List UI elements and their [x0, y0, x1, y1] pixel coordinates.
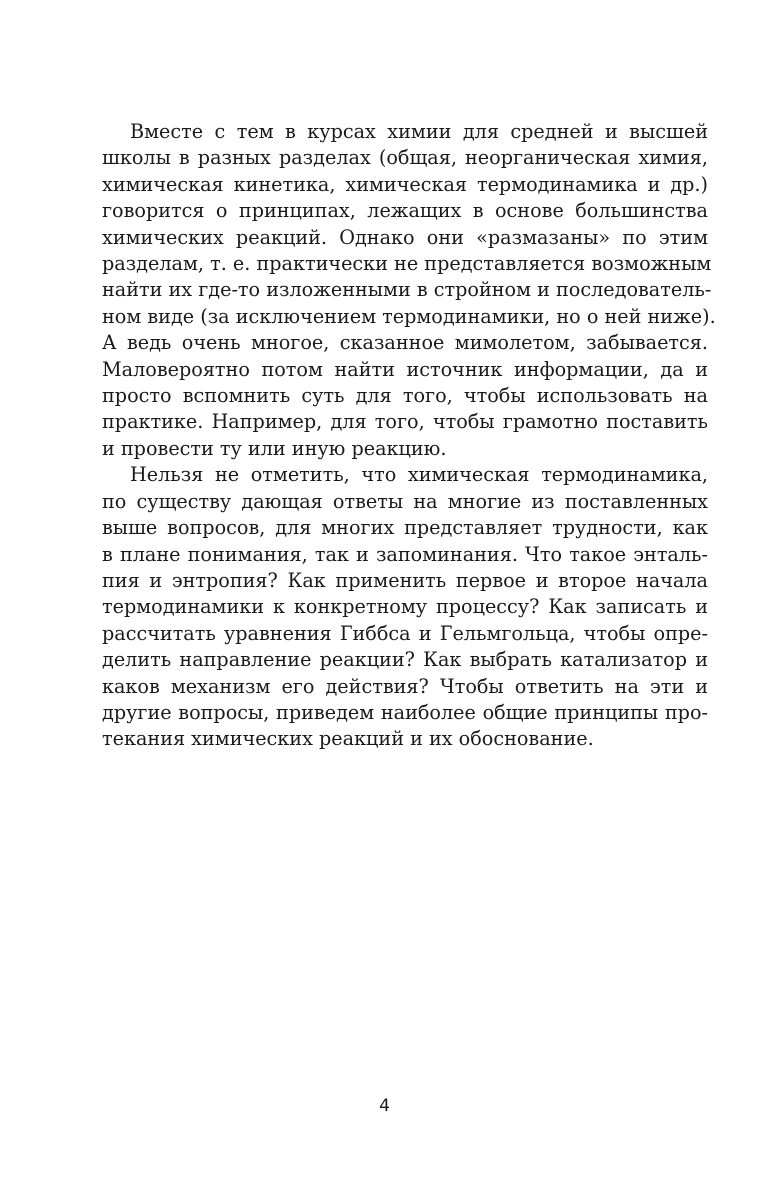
- text-line: термодинамики к конкретному процессу? Как записать и: [102, 595, 708, 619]
- text-line: разделам, т. е. практически не представляется возможным: [102, 252, 712, 276]
- text-line: каков механизм его действия? Чтобы ответить на эти и: [102, 674, 708, 698]
- text-line: говорится о принципах, лежащих в основе большинства: [102, 199, 708, 223]
- page-number: 4: [379, 1096, 390, 1116]
- text-line: найти их где-то изложенными в стройном и последователь-: [102, 278, 712, 302]
- text-line: рассчитать уравнения Гиббса и Гельмгольца, чтобы опре-: [102, 621, 708, 645]
- text-line: выше вопросов, для многих представляет трудности, как: [102, 516, 708, 540]
- text-line: пия и энтропия? Как применить первое и второе начала: [102, 568, 708, 592]
- body-text: [102, 119, 716, 753]
- text-line: химических реакций. Однако они «размазаны» по этим: [102, 225, 708, 249]
- paragraph-2: [102, 462, 708, 752]
- text-line: Нельзя не отметить, что химическая термодинамика,: [130, 463, 708, 487]
- paragraph-1: [102, 119, 716, 462]
- text-line: делить направление реакции? Как выбрать катализатор и: [102, 648, 708, 672]
- text-line: А ведь очень многое, сказанное мимолетом, забывается.: [102, 331, 708, 355]
- text-line: просто вспомнить суть для того, чтобы использовать на: [102, 384, 708, 408]
- text-line: по существу дающая ответы на многие из поставленных: [102, 489, 708, 513]
- text-line: практике. Например, для того, чтобы грамотно поставить: [102, 410, 708, 434]
- text-line: химическая кинетика, химическая термодинамика и др.): [102, 172, 708, 196]
- text-line: текания химических реакций и их обоснование.: [102, 727, 594, 751]
- text-line: Маловероятно потом найти источник информации, да и: [102, 357, 708, 381]
- text-line: в плане понимания, так и запоминания. Что такое энталь-: [102, 542, 708, 566]
- text-line: и провести ту или иную реакцию.: [102, 436, 447, 460]
- text-line: Вместе с тем в курсах химии для средней и высшей: [130, 120, 708, 143]
- text-line: школы в разных разделах (общая, неорганическая химия,: [102, 146, 708, 170]
- text-line: ном виде (за исключением термодинамики, но о ней ниже).: [102, 304, 716, 328]
- text-line: другие вопросы, приведем наиболее общие принципы про-: [102, 700, 708, 724]
